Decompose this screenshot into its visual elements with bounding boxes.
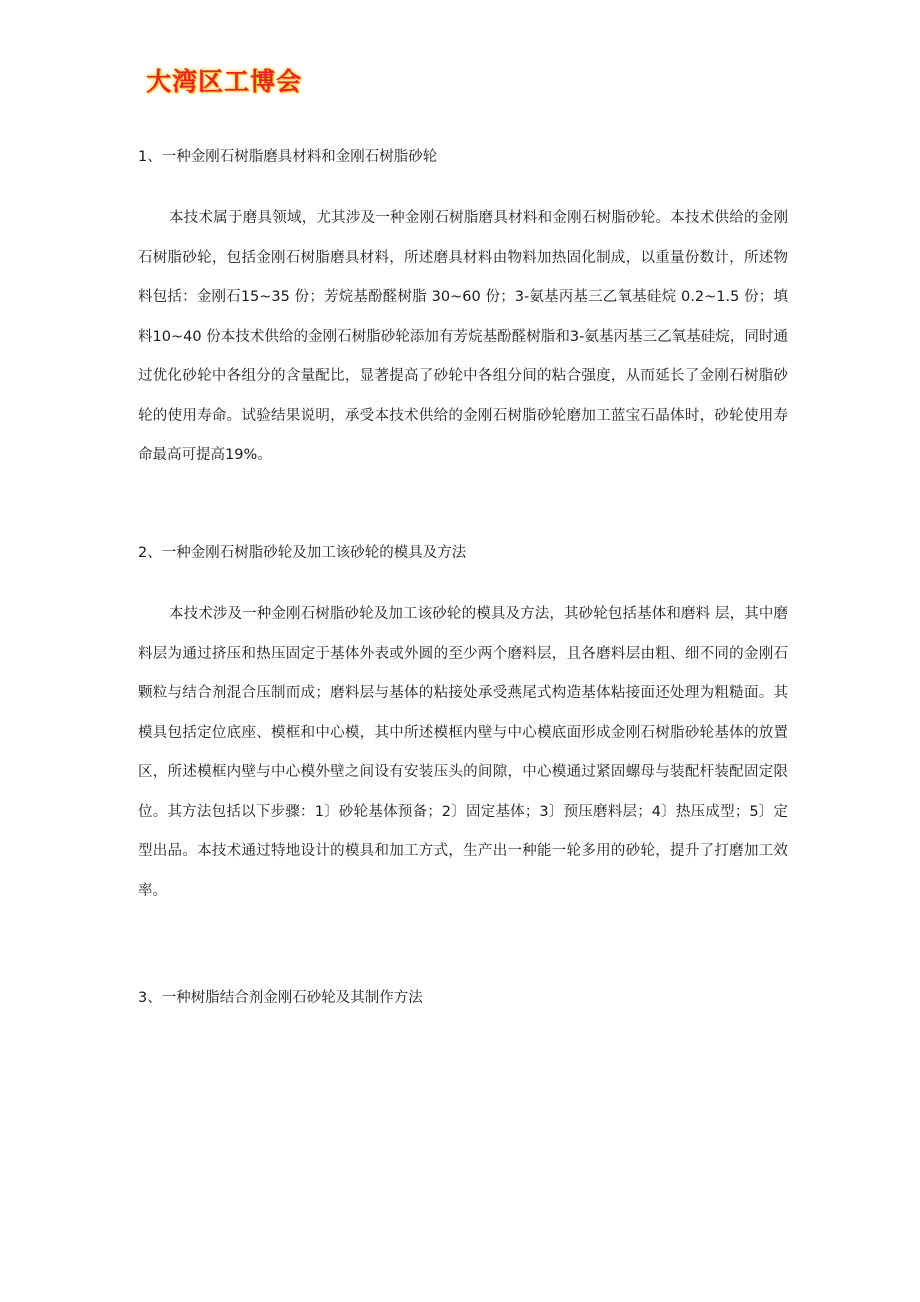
section-paragraph: 本技术属于磨具领域，尤其涉及一种金刚石树脂磨具材料和金刚石树脂砂轮。本技术供给的金刚石树脂砂轮，包括金刚石树脂磨具材料，所述磨具材料由物料加热固化制成，以重量份数计，所述物料包括：金刚石15~35 份；芳烷基酚醛树脂 30~60 份；3-氨基丙基三乙氧基硅烷 0.2~1.5 份；填料10~40 份本技术供给的金刚石树脂砂轮添加有芳烷基酚醛树脂和3-氨基丙基三乙氧基硅烷，同时通过优化砂轮中各组分的含量配比，显著提高了砂轮中各组分间的粘合强度，从而延长了金刚石树脂砂轮的使用寿命。试验结果说明，承受本技术供给的金刚石树脂砂轮磨加工蓝宝石晶体时，砂轮使用寿命最高可提高19%。: [138, 210, 788, 463]
section-heading: 1、一种金刚石树脂磨具材料和金刚石树脂砂轮: [138, 149, 438, 165]
section-paragraph: 本技术涉及一种金刚石树脂砂轮及加工该砂轮的模具及方法，其砂轮包括基体和磨料 层，其中磨料层为通过挤压和热压固定于基体外表或外圆的至少两个磨料层，且各磨料层由粗、细不同的金刚石颗粒与结合剂混合压制而成；磨料层与基体的粘接处承受燕尾式构造基体粘接面还处理为粗糙面。其模具包括定位底座、模框和中心模，其中所述模框内壁与中心模底面形成金刚石树脂砂轮基体的放置区，所述模框内壁与中心模外壁之间设有安装压头的间隙，中心模通过紧固螺母与装配杆装配固定限位。其方法包括以下步骤：1〕砂轮基体预备；2〕固定基体；3〕预压磨料层；4〕热压成型；5〕定型出品。本技术通过特地设计的模具和加工方式，生产出一种能一轮多用的砂轮，提升了打磨加工效率。: [138, 606, 788, 899]
section-heading: 3、一种树脂结合剂金刚石砂轮及其制作方法: [138, 990, 423, 1006]
logo: 大湾区工博会: [146, 67, 303, 96]
section-heading: 2、一种金刚石树脂砂轮及加工该砂轮的模具及方法: [138, 545, 467, 561]
